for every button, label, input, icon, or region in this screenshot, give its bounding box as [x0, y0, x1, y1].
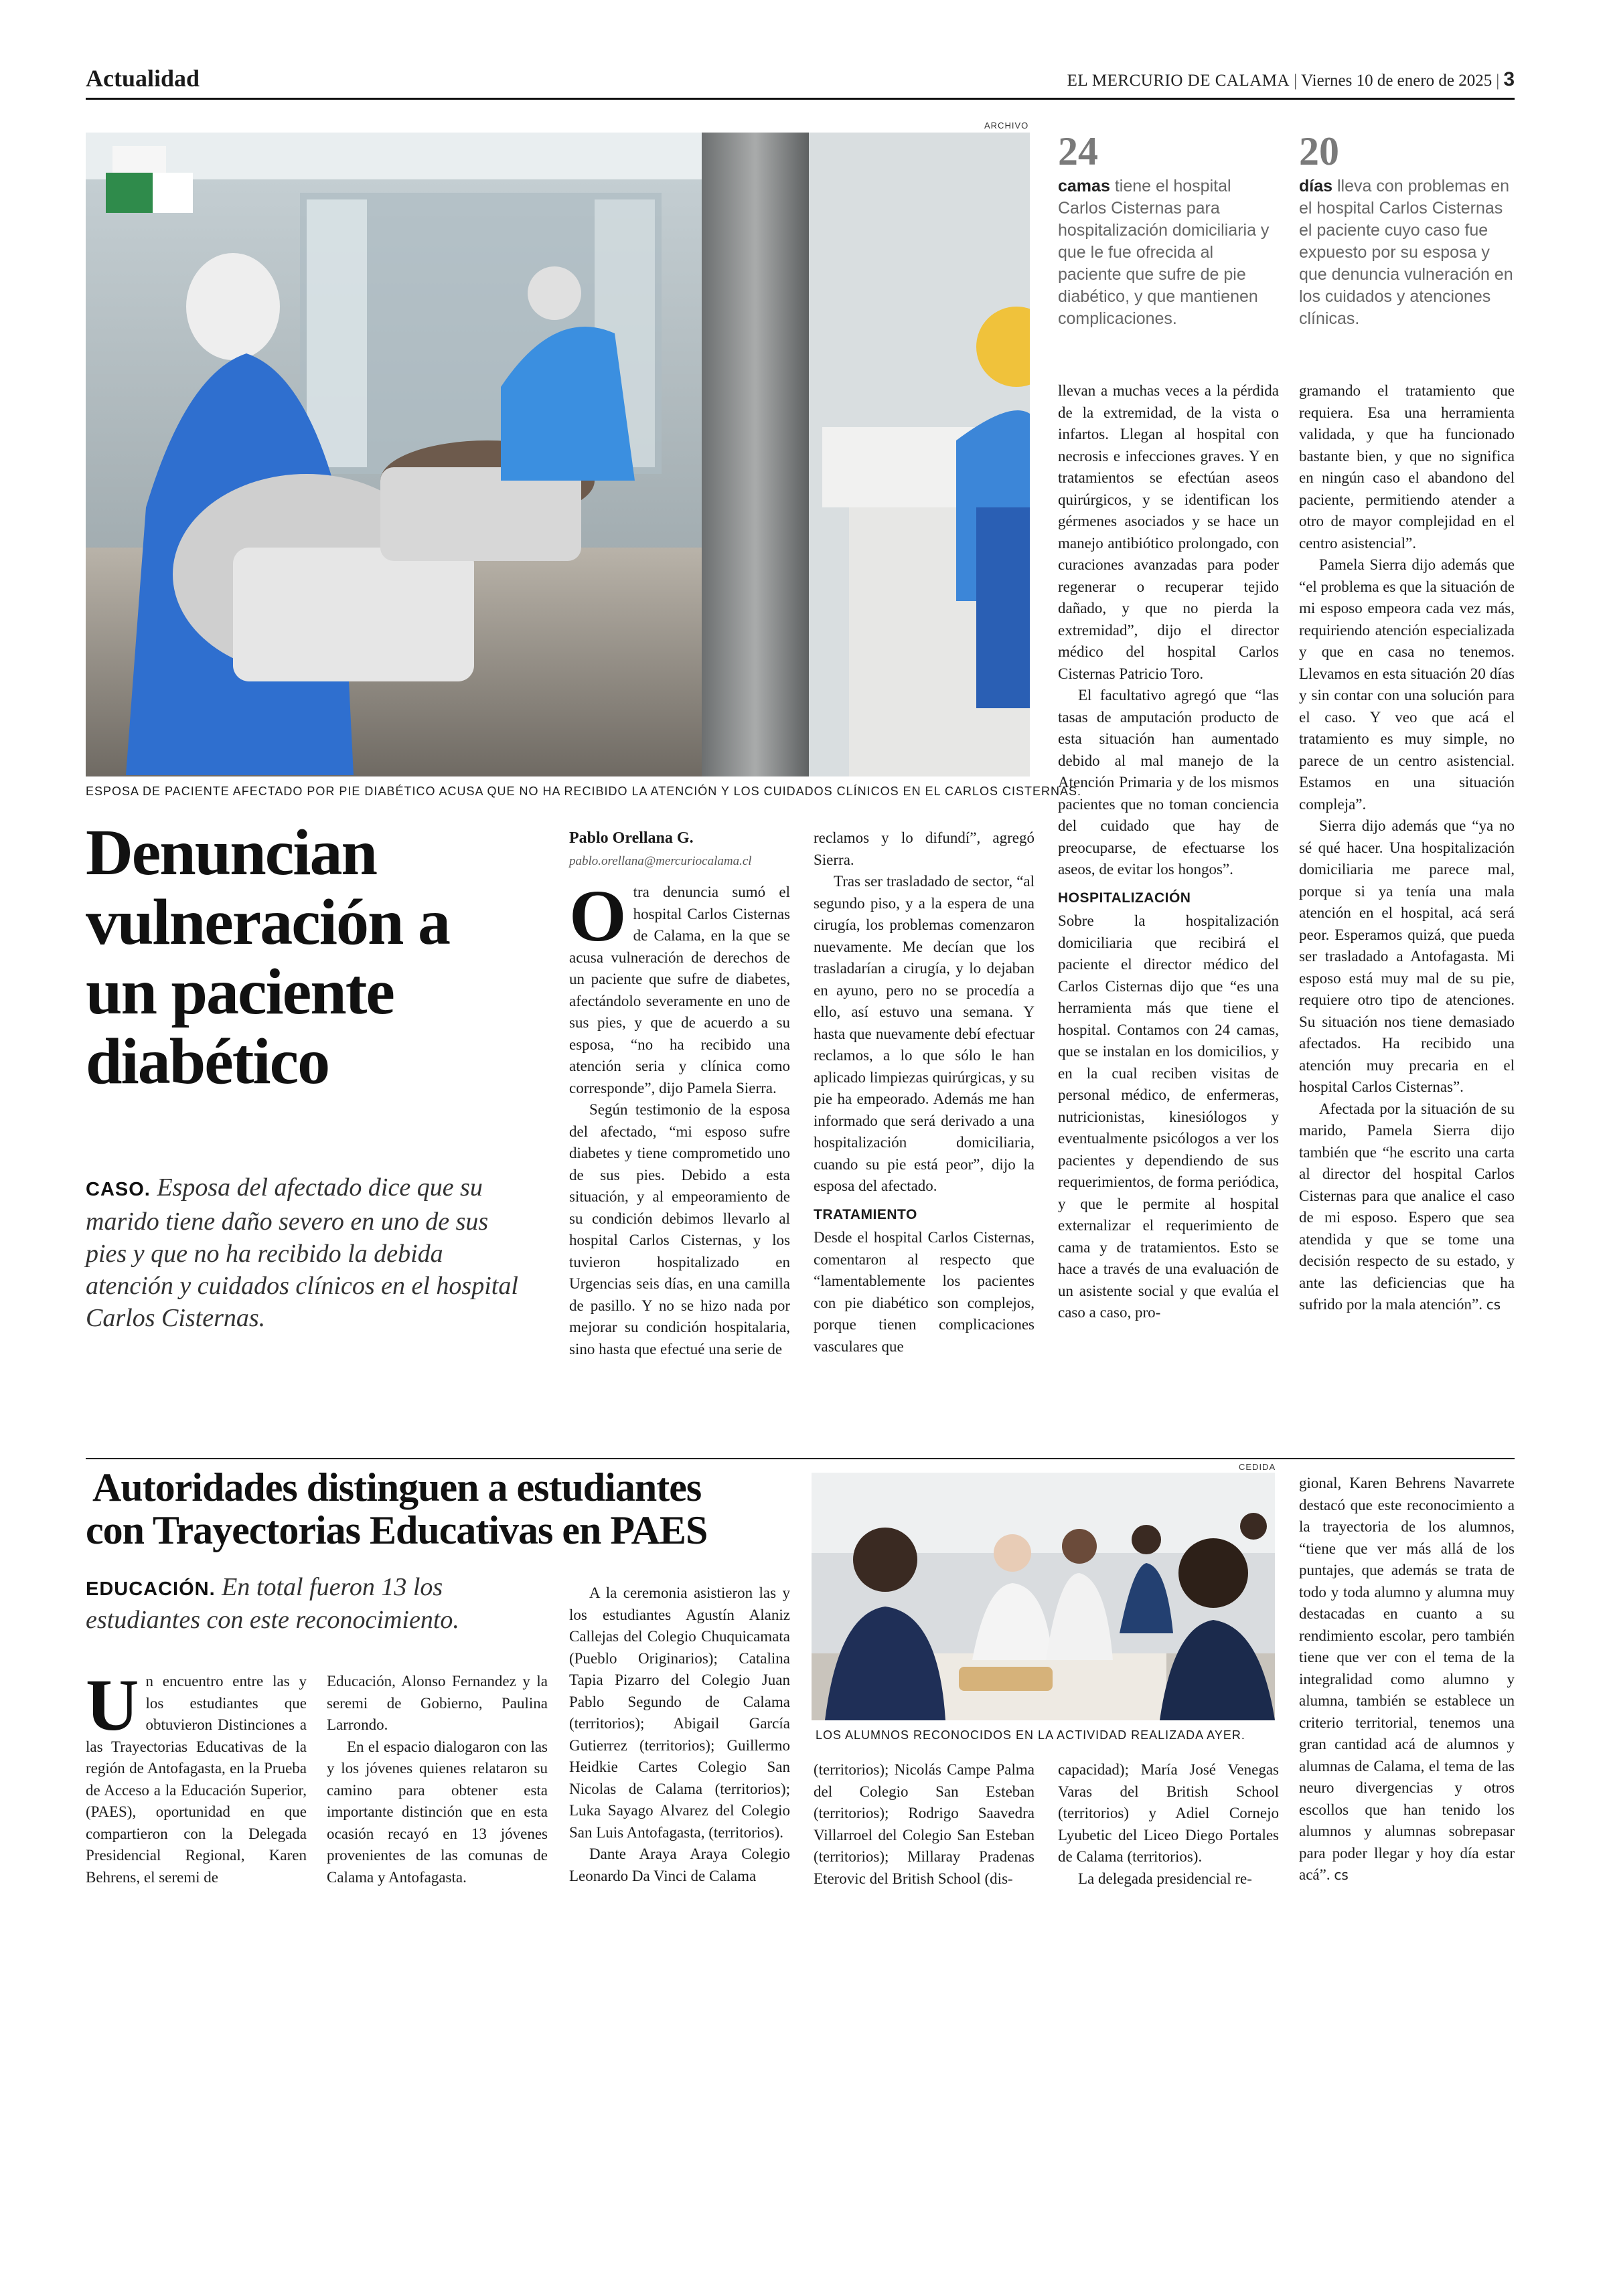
masthead: EL MERCURIO DE CALAMA | Viernes 10 de enero de 2025 | 3: [1067, 68, 1515, 90]
headline-line: Autoridades distinguen a estudiantes: [92, 1465, 702, 1509]
paragraph: Sierra dijo además que “ya no sé qué hacer. Una hospitalización domiciliaria me parece mal, porque si ya tenía una mala atención en el hospital, acá será peor. Esperamos quizá, que pueda ser trasladado a Antofagasta. Mi esposo está muy mal de su pie, requiere otro tipo de atenciones. Su situación nos tiene demasiado afectados. Ha recibido una atención muy precaria en el hospital Carlos Cisternas”.: [1299, 817, 1515, 1095]
subhead-tratamiento: TRATAMIENTO: [814, 1206, 917, 1222]
stat-keyword: camas: [1058, 177, 1110, 195]
paragraph: n encuentro entre las y los estudiantes que obtuvieron Distinciones a las Trayectorias Educativas de la región de Antofagasta, en la Prueba de Acceso a la Educación Superior, (PAES), oportunidad en que compartieron con la Delegada Presidencial Regional, Karen Behrens, el seremi de: [86, 1673, 307, 1886]
end-mark: cs: [1334, 1867, 1349, 1883]
newspaper-name: EL MERCURIO DE CALAMA: [1067, 72, 1290, 90]
article2-column-1: [86, 1664, 307, 1888]
photo-caption: ESPOSA DE PACIENTE AFECTADO POR PIE DIABÉTICO ACUSA QUE NO HA RECIBIDO LA ATENCIÓN Y LOS CUIDADOS CLÍNICOS EN EL CARLOS CISTERNAS.: [86, 785, 1082, 798]
stat-description: [1299, 175, 1520, 330]
stat-text: lleva con problemas en el hospital Carlos Cisternas el paciente cuyo caso fue expuesto por su esposa y que denuncia vulneración en los cuidados y atenciones clínicas.: [1299, 177, 1513, 328]
article2-lede: [86, 1572, 541, 1635]
paragraph: Tras ser trasladado de sector, “al segundo piso, y a la espera de una cirugía, los problemas comenzaron nuevamente. Me decían que los trasladarían a cirugía, y lo dejaban en ayuno, pero no se procedía a ello, así estuvo una semana. Y hasta que nuevamente debí efectuar reclamos, a lo que sólo le han aplicado limpiezas quirúrgicas, y su pie ha empeorado. Además me han informado que será derivado a una hospitalización domiciliaria, cuando su pie está peor”, dijo la esposa del afectado.: [814, 873, 1035, 1194]
paragraph: A la ceremonia asistieron las y los estudiantes Agustín Alaniz Callejas del Colegio Chuquicamata (Pueblo Originarios); Catalina Tapia Pizarro del Colegio Juan Pablo Segundo de Calama (territorios); Abigail García Gutierrez (territorios); Guillermo Heidkie Cartes Colegio San Nicolas de Calama (territorios); Luka Sayago Alvarez del Colegio San Luis Antofagasta, (territorios).: [569, 1584, 790, 1841]
article1-column-1: [569, 827, 790, 1360]
stat-number: 20: [1299, 129, 1339, 173]
page-number: 3: [1503, 68, 1515, 90]
article2-column-4: [814, 1759, 1035, 1890]
photo-caption: LOS ALUMNOS RECONOCIDOS EN LA ACTIVIDAD REALIZADA AYER.: [816, 1728, 1245, 1742]
paragraph: gramando el tratamiento que requiera. Esa una herramienta validada, y que ha funcionado bastante bien, y que no significa en ningún caso el abandono del paciente, permitiendo atender a otro de mayor complejidad en el centro asistencial”.: [1299, 382, 1515, 552]
paragraph: Pamela Sierra dijo además que “el problema es que la situación de mi esposo empeora cada vez más, requiriendo atención especializada y que en casa no tenemos. Llevamos en esta situación 20 días y sin contar con una solución para el caso. Y veo que acá el tratamiento es muy simple, no parece de un centro asistencial. Estamos en una situación compleja”.: [1299, 556, 1515, 813]
paragraph: La delegada presidencial re-: [1078, 1870, 1252, 1887]
headline-line: Denuncian: [86, 817, 377, 889]
byline-email: pablo.orellana@mercuriocalama.cl: [569, 853, 752, 868]
article1-lede: [86, 1171, 528, 1334]
paragraph: llevan a muchas veces a la pérdida de la extremidad, de la vista o infartos. Llegan al hospital con necrosis e infecciones graves. Y en tratamientos se efectúan aseos quirúrgicos, y se identifican los gérmenes asociados y se hace un manejo antibiótico prolongado, con curaciones avanzadas para poder regenerar o recuperar tejido dañado, y que no pierda la extremidad”, dijo el director médico del hospital Carlos Cisternas Patricio Toro.: [1058, 382, 1279, 682]
lede-text: En total fueron 13 los estudiantes con este reconocimiento.: [86, 1573, 459, 1634]
stat-description: [1058, 175, 1279, 330]
dropcap: U: [86, 1664, 139, 1746]
stat-box-dias: [1299, 131, 1520, 330]
photo-credit: ARCHIVO: [984, 120, 1029, 131]
students-photo: [812, 1473, 1275, 1720]
lede-kicker: CASO.: [86, 1179, 151, 1200]
paragraph: Sobre la hospitalización domiciliaria que recibirá el paciente el director médico del Carlos Cisternas dijo que “es una herramienta más que tiene el hospital. Contamos con 24 camas, que se instalan en los domicilios, y en la cual reciben visitas de personal médico, de enfermeras, nutricionistas, kinesiólogos y eventualmente psicólogos a ver los pacientes y dependiendo de sus requerimientos, de forma periódica, y que le permite al hospital externalizar el requerimiento de cama y de tratamientos. Esto se hace a través de una evaluación de un asistente social y que evalúa el caso a caso, pro-: [1058, 912, 1279, 1321]
stat-number: 24: [1058, 129, 1098, 173]
lede-kicker: EDUCACIÓN.: [86, 1578, 216, 1600]
issue-date: Viernes 10 de enero de 2025: [1301, 72, 1493, 90]
hospital-photo: [86, 133, 1030, 776]
paragraph: reclamos y lo difundí”, agregó Sierra.: [814, 829, 1035, 868]
subhead-hospitalizacion: HOSPITALIZACIÓN: [1058, 890, 1191, 906]
paragraph: [1299, 1473, 1515, 1886]
paragraph: tra denuncia sumó el hospital Carlos Cisternas de Calama, en la que se acusa vulneración de derechos de un paciente que sufre de diabetes, afectándolo severamente en uno de sus pies, y que de acuerdo a su esposa, “no ha recibido una atención seria y clínica como corresponde”, dijo Pamela Sierra.: [569, 884, 790, 1096]
article1-headline: [86, 818, 554, 1096]
headline-line: vulneración a: [86, 886, 449, 959]
paragraph-text: Afectada por la situación de su marido, Pamela Sierra dijo también que “he escrito una carta al director del hospital Carlos Cisternas para que analice el caso de mi esposo. Espero que sea atendida y que se tome una decisión respecto de su estado, y ante las deficiencias que ha sufrido por la mala atención”.: [1299, 1100, 1515, 1313]
stat-text: tiene el hospital Carlos Cisternas para hospitalización domiciliaria y que le fue ofrecida al paciente que sufre de pie diabético, y que mantienen complicaciones.: [1058, 177, 1270, 328]
dropcap: O: [569, 875, 627, 957]
headline-line: un paciente: [86, 956, 394, 1028]
article1-column-2: [814, 827, 1035, 1358]
article2-column-6: [1299, 1473, 1515, 1886]
paragraph: Dante Araya Araya Colegio Leonardo Da Vinci de Calama: [569, 1846, 790, 1884]
article1-column-3: [1058, 380, 1279, 1324]
photo-credit: CEDIDA: [1239, 1462, 1276, 1472]
paragraph: capacidad); María José Venegas Varas del British School (territorios) y Adiel Cornejo Lyubetic del Liceo Diego Portales de Calama (territorios).: [1058, 1761, 1279, 1865]
article2-column-3: [569, 1582, 790, 1887]
article2-column-5: [1058, 1759, 1279, 1890]
paragraph: Educación, Alonso Fernandez y la seremi de Gobierno, Paulina Larrondo.: [327, 1673, 548, 1733]
paragraph: El facultativo agregó que “las tasas de amputación producto de esta situación han aumentado debido al mal manejo de la Atención Primaria y de los mismos pacientes que no toman conciencia del cuidado que hay de preocuparse, de efectuarse los aseos, de evitar los hongos”.: [1058, 687, 1279, 878]
hospital-photo-illustration: [86, 133, 1030, 776]
article2-headline: [86, 1466, 809, 1552]
article1-column-4: [1299, 380, 1515, 1316]
headline-line: diabético: [86, 1026, 329, 1098]
paragraph: En el espacio dialogaron con las y los jóvenes quienes relataron su camino para obtener esta importante distinción que en esta ocasión recayó en 13 jóvenes provenientes de las comunas de Calama y Antofagasta.: [327, 1738, 548, 1886]
header-rule: [86, 98, 1515, 100]
paragraph-text: gional, Karen Behrens Navarrete destacó que este reconocimiento a la trayectoria de los alumnos, “tiene que ver más allá de los puntajes, que además se trata de todo y toda alumno y alumna muy destacadas en cuanto a su rendimiento escolar, pero también tiene que ver con el tema de la integralidad como alumno y alumna, también se establece un criterio territorial, tenemos una gran cantidad acá de alumnos y alumnas de Calama, el tema de las neuro divergencias y otros escollos que han tenido los alumnos y alumnas sobrepasar para poder llegar y hoy día estar acá”.: [1299, 1475, 1515, 1883]
byline: [569, 827, 790, 872]
paragraph: Según testimonio de la esposa del afectado, “mi esposo sufre diabetes y tiene comprometido uno de sus pies. Debido a esta situación, y al empeoramiento de su condición debimos llevarlo al hospital Carlos Cisternas, y los tuvieron hospitalizado en Urgencias seis días, en una camilla de pasillo. Y no se hizo nada por mejorar su condición hospitalaria, sino hasta que efectué una serie de: [569, 1101, 790, 1358]
article-divider: [86, 1458, 1515, 1459]
paragraph: (territorios); Nicolás Campe Palma del Colegio San Esteban (territorios); Rodrigo Saavedra Villarroel del Colegio San Esteban (territorios); Millaray Pradenas Eterovic del British School (dis-: [814, 1761, 1035, 1887]
stat-keyword: días: [1299, 177, 1333, 195]
section-label: Actualidad: [86, 65, 200, 92]
paragraph: Desde el hospital Carlos Cisternas, comentaron al respecto que “lamentablemente los pacientes con pie diabético son complejos, porque tienen complicaciones vasculares que: [814, 1229, 1035, 1355]
headline-line: con Trayectorias Educativas en PAES: [86, 1508, 708, 1552]
article2-column-2: [327, 1671, 548, 1888]
end-mark: cs: [1486, 1297, 1501, 1313]
stat-box-camas: [1058, 131, 1279, 330]
lede-text: Esposa del afectado dice que su marido tiene daño severo en uno de sus pies y que no ha recibido la debida atención y cuidados clínicos en el hospital Carlos Cisternas.: [86, 1173, 518, 1332]
paragraph: [1299, 1098, 1515, 1316]
students-photo-illustration: [812, 1473, 1275, 1720]
byline-name: Pablo Orellana G.: [569, 829, 694, 847]
